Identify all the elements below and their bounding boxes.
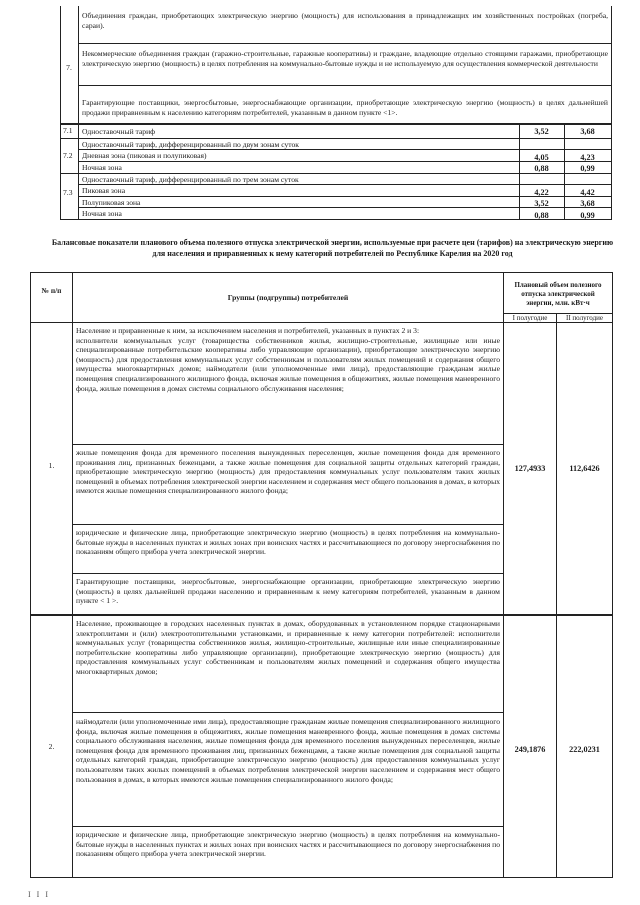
- row71-label: Одноставочный тариф: [82, 127, 156, 136]
- row72-night-h2: 0,99: [580, 164, 595, 173]
- column-header-number: № п/п: [41, 286, 62, 295]
- row73-night-h2: 0,99: [580, 211, 595, 220]
- row73-peak-label: Пиковая зона: [82, 186, 126, 195]
- row71-number: 7.1: [63, 126, 73, 135]
- row7-item-3: Гарантирующие поставщики, энергосбытовые, энергоснабжающие организации, приобретающие электрическую энергию (мощность) в целях дальнейшей продажи приравненным к населению категориям потребителей, указанным в данном пункте <1>.: [82, 98, 608, 117]
- row72-night-h1: 0,88: [534, 164, 549, 173]
- row2-item-3: юридические и физические лица, приобретающие электрическую энергию (мощность) в целях потребления на коммунально-бытовые нужды в населенных пунктах и жилых зонах при воинских частях и рассчитывающиеся по договору энергоснабжения по показаниям общего прибора учета электрической энергии.: [76, 830, 500, 859]
- row7-item-2: Некоммерческие объединения граждан (гаражно-строительные, гаражные кооперативы) и граждане, владеющие отдельно стоящими гаражами, приобретающие электрическую энергию (мощность) в целях потребления на коммунально-бытовые нужды и не используемую для осуществления коммерческой деятельности: [82, 49, 608, 68]
- row73-number: 7.3: [63, 188, 73, 197]
- row73-header: Одноставочный тариф, дифференцированный по трем зонам суток: [82, 175, 299, 184]
- row1-item-3: юридические и физические лица, приобретающие электрическую энергию (мощность) в целях потребления на коммунально-бытовые нужды в населенных пунктах и жилых зонах при воинских частях и рассчитывающиеся по договору энергоснабжения по показаниям общего прибора учета электрической энергии.: [76, 528, 500, 557]
- row72-header: Одноставочный тариф, дифференцированный по двум зонам суток: [82, 140, 299, 149]
- row7-item-1: Объединения граждан, приобретающих электрическую энергию (мощность) для использования в принадлежащих им хозяйственных постройках (погреба, сараи).: [82, 11, 608, 30]
- row73-night-h1: 0,88: [534, 211, 549, 220]
- row2-value-h2: 222,0231: [569, 745, 600, 754]
- page-footer-mark: I I I: [28, 890, 50, 899]
- row7-number: 7.: [66, 63, 72, 72]
- row1-value-h2: 112,6426: [569, 464, 600, 473]
- row73-peak-h1: 4,22: [534, 188, 549, 197]
- row2-number: 2.: [48, 742, 55, 751]
- column-header-groups: Группы (подгруппы) потребителей: [227, 293, 349, 302]
- row73-peak-h2: 4,42: [580, 188, 595, 197]
- row1-item-1: Население и приравненные к ним, за исключением населения и потребителей, указанных в пунктах 2 и 3: исполнители коммунальных услуг (товарищества собственников жилья, жилищно-строительные, жилищные или иные специализированные потребительские кооперативы либо управляющие организации), приобретающие электрическую энергию (мощность) для предоставления коммунальных услуг собственникам и пользователям жилых помещений и содержания общего имущества многоквартирных домов; наймодатели (или уполномоченные ими лица), предоставляющие гражданам жилые помещения специализированного жилищного фонда, включая жилые помещения в общежитиях, жилые помещения маневренного фонда, жилые помещения в домах системы социального обслуживания населения;: [76, 326, 500, 393]
- row72-day-label: Дневная зона (пиковая и полупиковая): [82, 151, 207, 160]
- row72-day-h1: 4,05: [534, 153, 549, 162]
- row1-number: 1.: [48, 461, 55, 470]
- section-heading: Балансовые показатели планового объема полезного отпуска электрической энергии, используемые при расчете цен (тарифов) на электрическую энергию для населения и приравненных к нему категорий потребителей по Республике Карелия на 2020 год: [51, 238, 614, 258]
- row1-item-4: Гарантирующие поставщики, энергосбытовые, энергоснабжающие организации, приобретающие электрическую энергию (мощность) в целях дальнейшей продажи населению и приравненным к нему категориям потребителей, указанным в данном пункте < 1 >.: [76, 577, 500, 606]
- column-header-volume: Плановый объем полезного отпуска электрической энергии, млн. кВт·ч: [514, 281, 602, 307]
- row73-semipeak-h1: 3,52: [534, 199, 549, 208]
- row73-semipeak-label: Полупиковая зона: [82, 198, 141, 207]
- row73-night-label: Ночная зона: [82, 209, 122, 218]
- column-header-h1: I полугодие: [512, 314, 548, 322]
- row71-value-h2: 3,68: [580, 127, 595, 136]
- column-header-h2: II полугодие: [566, 314, 603, 322]
- row72-day-h2: 4,23: [580, 153, 595, 162]
- row72-number: 7.2: [63, 151, 73, 160]
- row72-night-label: Ночная зона: [82, 163, 122, 172]
- row2-value-h1: 249,1876: [514, 745, 546, 754]
- row2-item-1: Население, проживающее в городских населенных пунктах в домах, оборудованных в установленном порядке стационарными электроплитами и (или) электроотопительными установками, и приравненные к нему категории потребителей: исполнители коммунальных услуг (товарищества собственников жилья, жилищно-строительные, жилищные или иные специализированные потребительские кооперативы либо управляющие организации), приобретающие электрическую энергию (мощность) для предоставления коммунальных услуг собственникам и пользователям жилых помещений и содержания общего имущества многоквартирных домов;: [76, 619, 500, 676]
- row1-value-h1: 127,4933: [514, 464, 546, 473]
- row71-value-h1: 3,52: [534, 127, 549, 136]
- row1-item-2: жилые помещения фонда для временного поселения вынужденных переселенцев, жилые помещения фонда для временного проживания лиц, признанных беженцами, а также жилые помещения для социальной защиты отдельных категорий граждан, приобретающие электрическую энергию (мощность) для предоставления коммунальных услуг пользователям таких жилых помещений в объемах потребления электрической энергии населением и содержания мест общего пользования в домах, в которых имеются жилые помещения специализированного жилого фонда;: [76, 448, 500, 496]
- row73-semipeak-h2: 3,68: [580, 199, 595, 208]
- row2-item-2: наймодатели (или уполномоченные ими лица), предоставляющие гражданам жилые помещения специализированного жилищного фонда, включая жилые помещения в общежитиях, жилые помещения маневренного фонда, жилые помещения в домах системы социального обслуживания населения, жилые помещения фонда для временного поселения вынужденных переселенцев, жилые помещения фонда для временного проживания лиц, признанных беженцами, а также жилые помещения для социальной защиты отдельных категорий граждан, приобретающие электрическую энергию (мощность) для предоставления коммунальных услуг пользователям таких жилых помещений в объемах потребления электрической энергии населением и содержания мест общего пользования в домах, в которых имеются жилые помещения специализированного жилого фонда;: [76, 717, 500, 784]
